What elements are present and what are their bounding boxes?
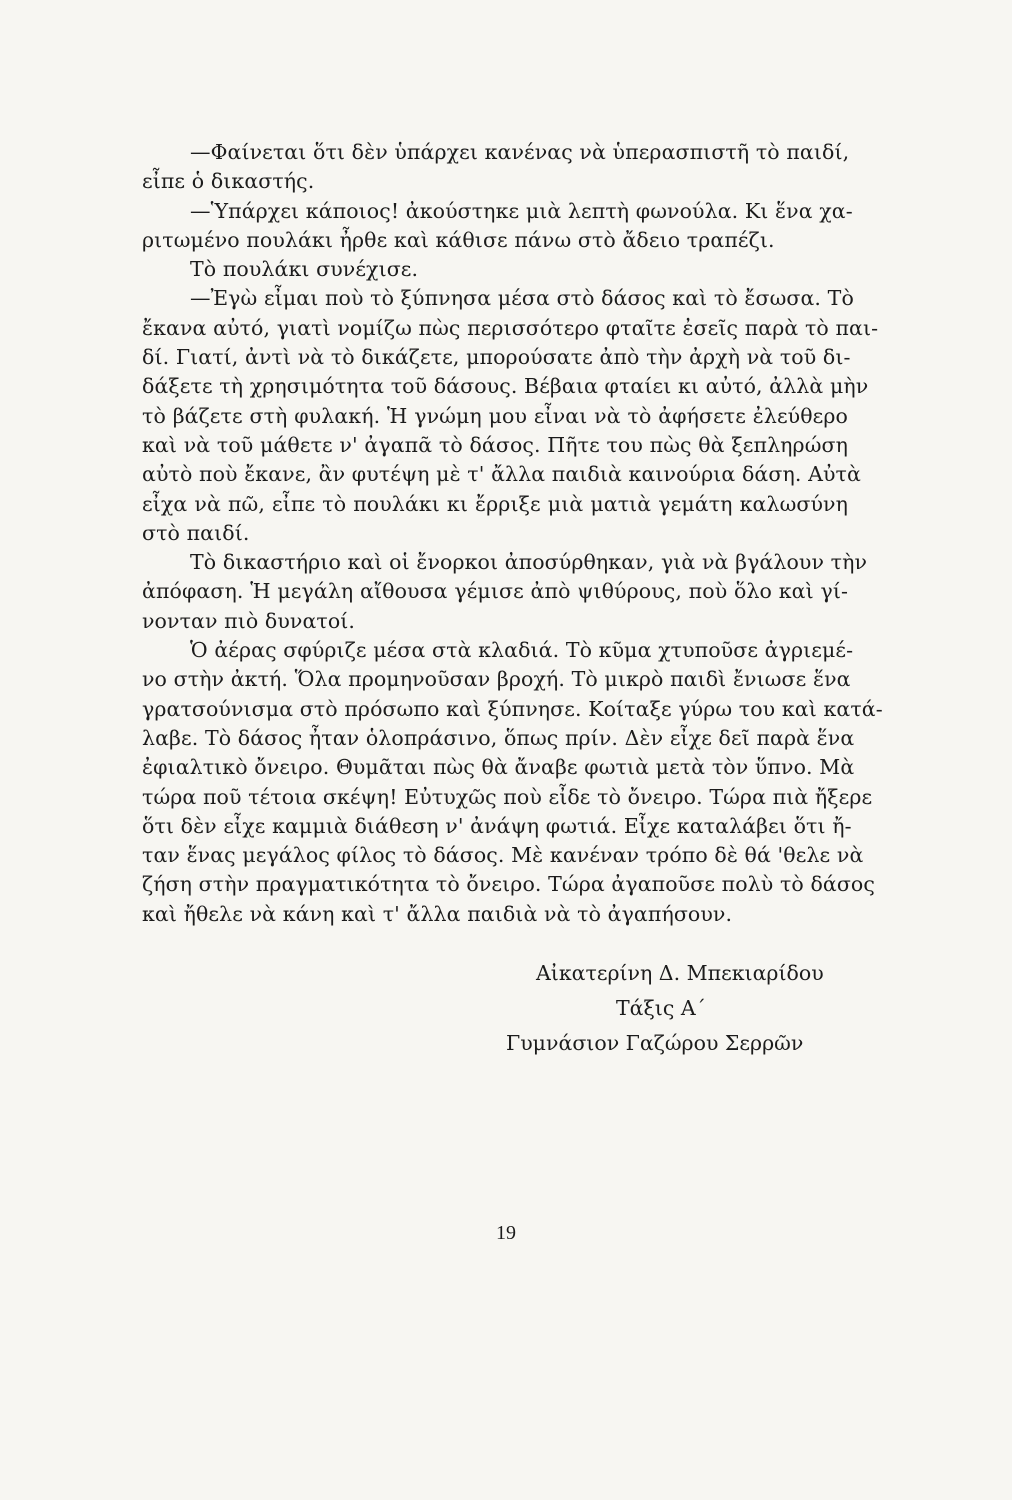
text-line: ἀπόφαση. Ἡ μεγάλη αἴθουσα γέμισε ἀπὸ ψιθύρους, ποὺ ὅλο καὶ γί- xyxy=(142,579,848,604)
text-line: Ὁ ἀέρας σφύριζε μέσα στὰ κλαδιά. Τὸ κῦμα χτυποῦσε ἀγριεμέ- xyxy=(190,638,854,663)
text-line: στὸ παιδί. xyxy=(142,520,250,545)
text-line: γρατσούνισμα στὸ πρόσωπο καὶ ξύπνησε. Κοίταξε γύρω του καὶ κατά- xyxy=(142,696,883,721)
text-line: ριτωμένο πουλάκι ἦρθε καὶ κάθισε πάνω στὸ ἄδειο τραπέζι. xyxy=(142,227,775,252)
text-line: εἶπε ὁ δικαστής. xyxy=(142,169,315,194)
text-line: ζήση στὴν πραγματικότητα τὸ ὄνειρο. Τώρα ἀγαποῦσε πολὺ τὸ δάσος xyxy=(142,872,875,897)
text-line: αὐτὸ ποὺ ἔκανε, ἂν φυτέψη μὲ τ' ἄλλα παιδιὰ καινούρια δάση. Αὐτὰ xyxy=(142,462,861,487)
author-name: Αἰκατερίνη Δ. Μπεκιαρίδου xyxy=(536,961,824,985)
class-label: Τάξις Α΄ xyxy=(616,996,706,1020)
text-line: ἐφιαλτικὸ ὄνειρο. Θυμᾶται πὼς θὰ ἄναβε φωτιὰ μετὰ τὸν ὕπνο. Μὰ xyxy=(142,755,855,780)
text-line: νο στὴν ἀκτή. Ὅλα προμηνοῦσαν βροχή. Τὸ μικρὸ παιδὶ ἔνιωσε ἕνα xyxy=(142,667,851,692)
text-line: δάξετε τὴ χρησιμότητα τοῦ δάσους. Βέβαια φταίει κι αὐτό, ἀλλὰ μὴν xyxy=(142,374,869,399)
text-line: —Ὑπάρχει κάποιος! ἀκούστηκε μιὰ λεπτὴ φωνούλα. Κι ἕνα χα- xyxy=(190,198,853,223)
text-line: ἔκανα αὐτό, γιατὶ νομίζω πὼς περισσότερο φταῖτε ἐσεῖς παρὰ τὸ παι- xyxy=(142,315,879,340)
text-line: δί. Γιατί, ἀντὶ νὰ τὸ δικάζετε, μπορούσατε ἀπὸ τὴν ἀρχὴ νὰ τοῦ δι- xyxy=(142,345,851,370)
text-line: καὶ νὰ τοῦ μάθετε ν' ἀγαπᾶ τὸ δάσος. Πῆτε του πὼς θὰ ξεπληρώση xyxy=(142,432,848,457)
text-line: Τὸ πουλάκι συνέχισε. xyxy=(190,257,419,282)
text-line: νονταν πιὸ δυνατοί. xyxy=(142,608,356,633)
page-number: 19 xyxy=(496,1222,516,1244)
text-line: λαβε. Τὸ δάσος ἦταν ὁλοπράσινο, ὅπως πρίν. Δὲν εἶχε δεῖ παρὰ ἕνα xyxy=(142,725,855,750)
text-line: —Φαίνεται ὅτι δὲν ὑπάρχει κανένας νὰ ὑπερασπιστῆ τὸ παιδί, xyxy=(190,140,850,164)
text-line: εἶχα νὰ πῶ, εἶπε τὸ πουλάκι κι ἔρριξε μιὰ ματιὰ γεμάτη καλωσύνη xyxy=(142,491,848,516)
text-line: ταν ἕνας μεγάλος φίλος τὸ δάσος. Μὲ κανέναν τρόπο δὲ θά 'θελε νὰ xyxy=(142,843,864,868)
school-name: Γυμνάσιον Γαζώρου Σερρῶν xyxy=(506,1031,804,1055)
text-line: —Ἐγὼ εἶμαι ποὺ τὸ ξύπνησα μέσα στὸ δάσος καὶ τὸ ἔσωσα. Τὸ xyxy=(190,286,854,311)
text-line: Τὸ δικαστήριο καὶ οἱ ἔνορκοι ἀποσύρθηκαν, γιὰ νὰ βγάλουν τὴν xyxy=(190,550,868,575)
story-text xyxy=(142,138,883,929)
text-line: ὅτι δὲν εἶχε καμμιὰ διάθεση ν' ἀνάψη φωτιά. Εἶχε καταλάβει ὅτι ἤ- xyxy=(142,813,852,838)
signature-block xyxy=(502,956,842,1061)
text-line: τὸ βάζετε στὴ φυλακή. Ἡ γνώμη μου εἶναι νὰ τὸ ἀφήσετε ἐλεύθερο xyxy=(142,403,848,428)
text-line: τώρα ποῦ τέτοια σκέψη! Εὐτυχῶς ποὺ εἶδε τὸ ὄνειρο. Τώρα πιὰ ἤξερε xyxy=(142,784,873,809)
text-line: καὶ ἤθελε νὰ κάνη καὶ τ' ἄλλα παιδιὰ νὰ τὸ ἀγαπήσουν. xyxy=(142,901,733,926)
